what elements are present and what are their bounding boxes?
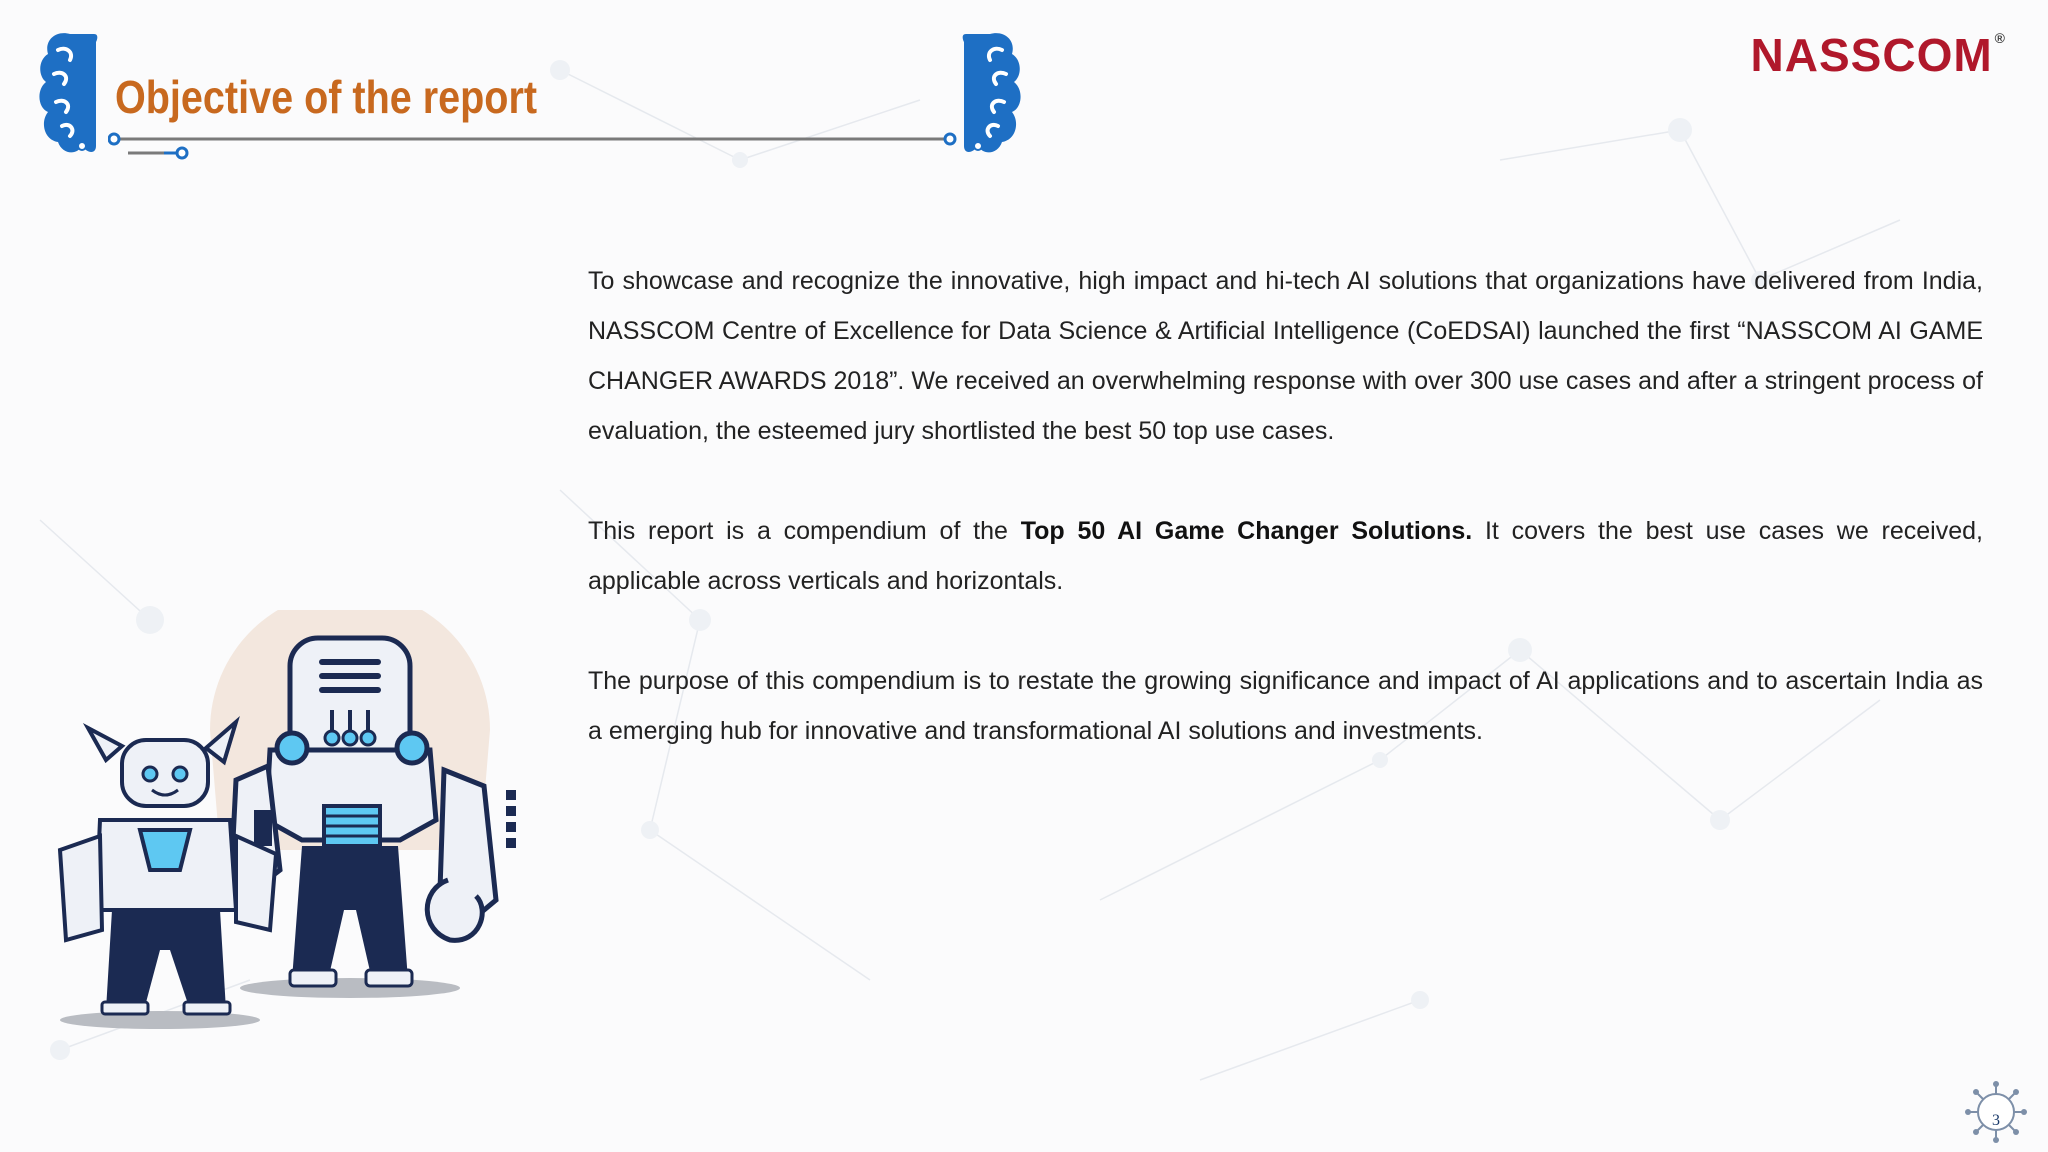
paragraph-compendium-end: It covers the best use cases we received, applicable across verticals and horizontals. xyxy=(588,517,1983,595)
robots-illustration xyxy=(40,610,560,1040)
registered-mark: ® xyxy=(1994,30,2006,46)
nasscom-logo xyxy=(1751,28,2006,82)
paragraph-intro: To showcase and recognize the innovative, high impact and hi-tech AI solutions that organizations have delivered from India, NASSCOM Centre of Excellence for Data Science & Artificial Intelligence (CoEDSAI) launched the first “NASSCOM AI GAME CHANGER AWARDS 2018”. We received an overwhelming response with over 300 use cases and after a stringent process of evaluation, the esteemed jury shortlisted the best 50 top use cases. xyxy=(588,267,1983,445)
title-underline xyxy=(108,126,968,162)
brain-icon xyxy=(960,28,1024,160)
logo-text: NASSCOM xyxy=(1750,29,1993,81)
paragraph-compendium xyxy=(588,506,1983,606)
page-title: Objective of the report xyxy=(115,71,538,123)
paragraph-compendium-start: This report is a compendium of the xyxy=(588,517,1021,545)
paragraph-purpose: The purpose of this compendium is to restate the growing significance and impact of AI applications and to ascertain India as a emerging hub for innovative and transformational AI solutions and investments. xyxy=(588,667,1983,745)
page-number: 3 xyxy=(1992,1112,2000,1129)
brain-icon xyxy=(36,28,100,160)
paragraph-compendium-highlight: Top 50 AI Game Changer Solutions. xyxy=(1020,517,1473,545)
report-body xyxy=(588,256,1983,806)
